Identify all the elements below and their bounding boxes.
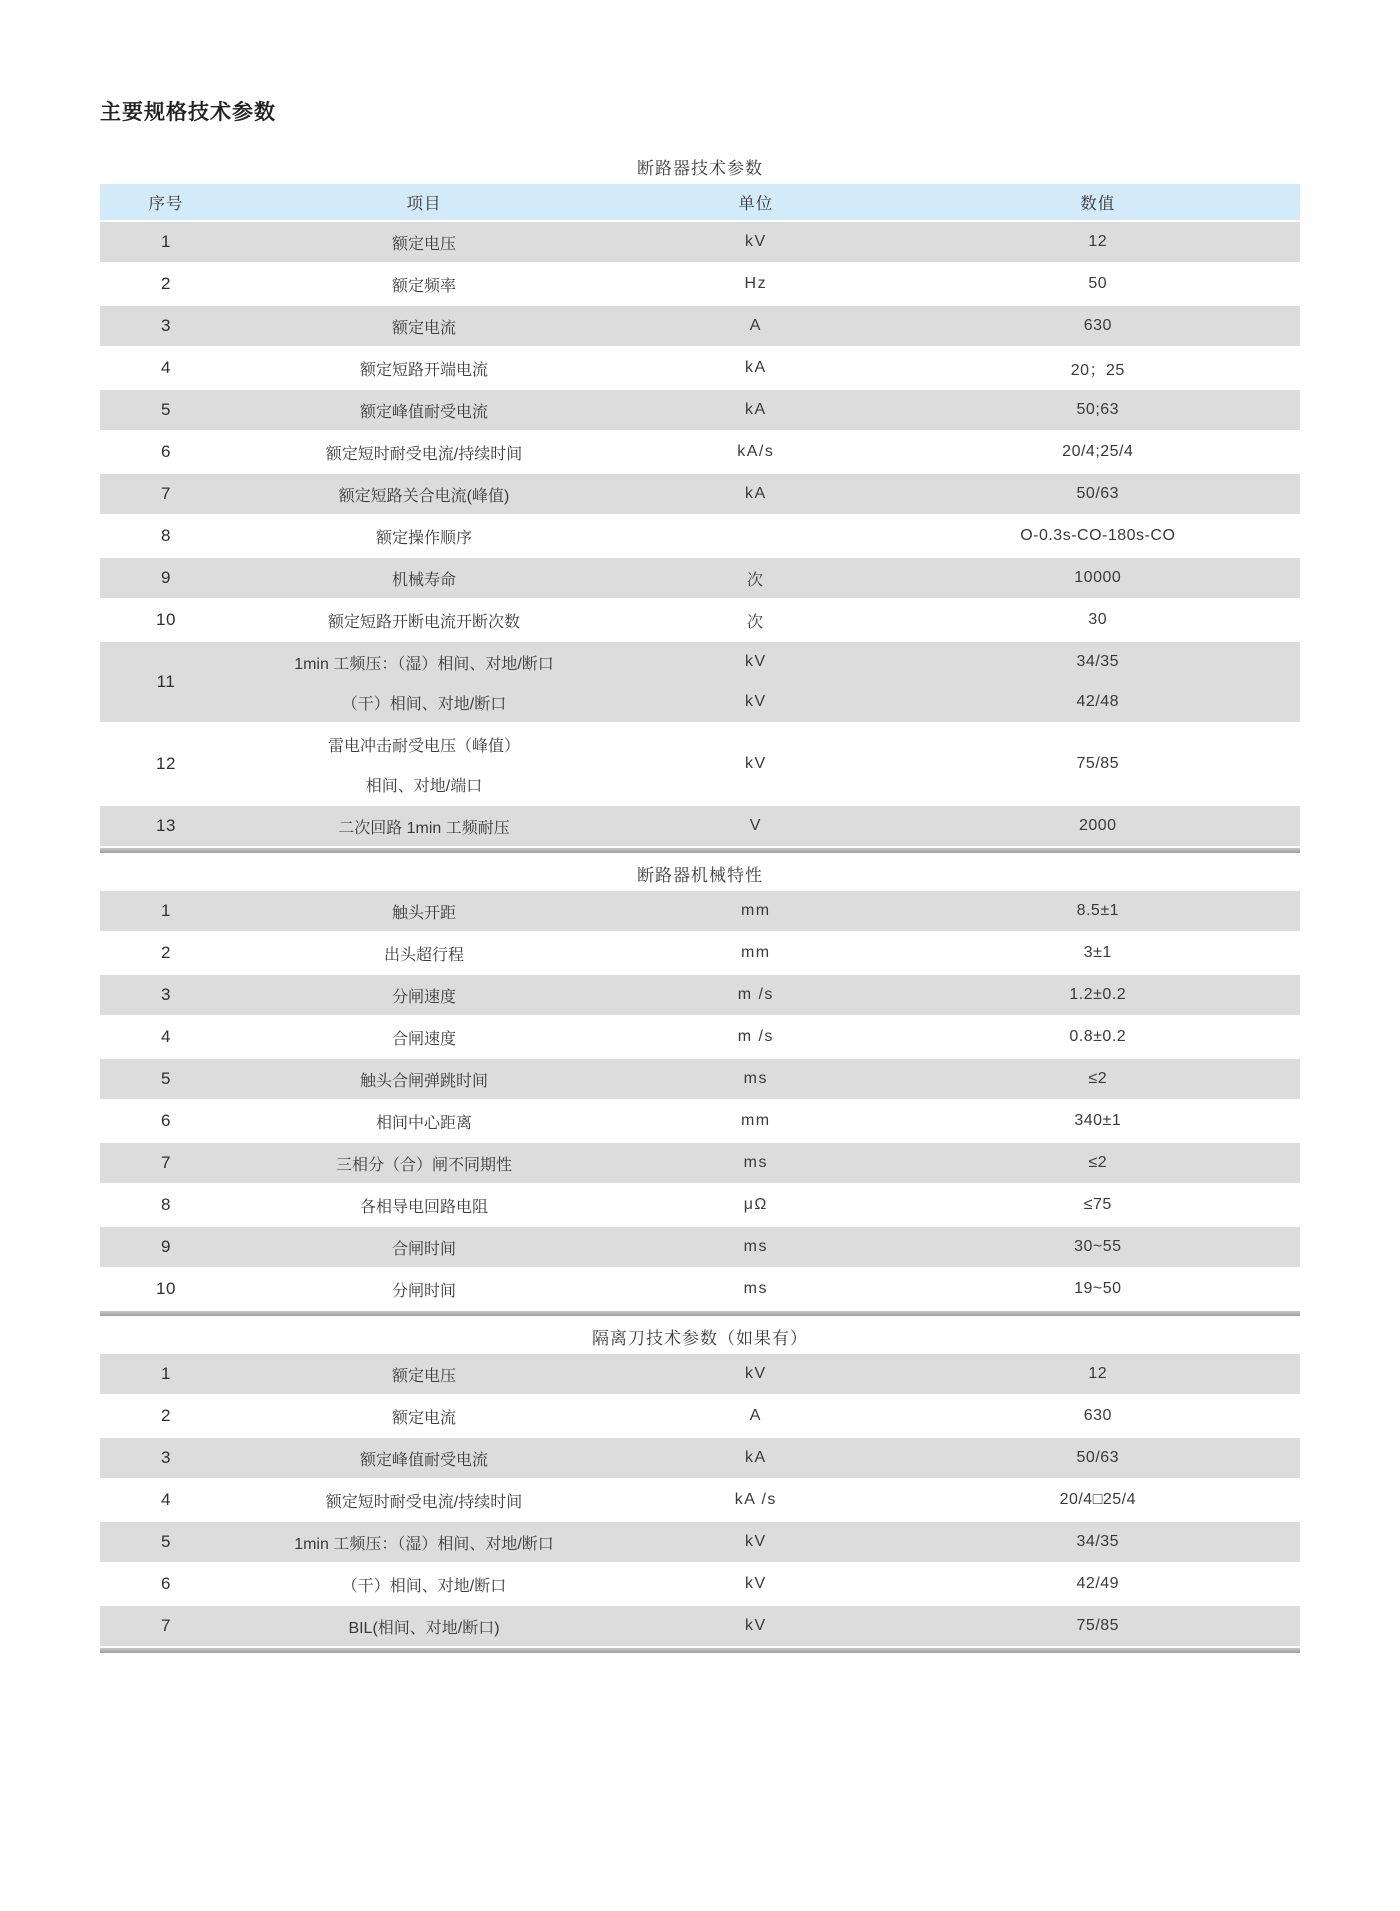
table-row (100, 1185, 1300, 1225)
section-divider (100, 848, 1300, 853)
table-row (100, 558, 1300, 598)
row-number: 3 (161, 1448, 171, 1467)
row-number: 5 (161, 1532, 171, 1551)
unit: m /s (737, 986, 774, 1003)
table-row (100, 432, 1300, 472)
column-header-4: 数值 (1080, 195, 1116, 213)
row-number: 6 (161, 1111, 171, 1130)
column-header-1: 序号 (148, 195, 184, 213)
unit: kV (744, 1617, 767, 1634)
unit: kV (744, 755, 767, 772)
unit: ms (743, 1154, 768, 1171)
value: 10000 (1074, 569, 1122, 586)
row-number: 4 (161, 1027, 171, 1046)
item-name: 触头合闸弹跳时间 (359, 1072, 488, 1090)
table-row (100, 390, 1300, 430)
value: ≤2 (1088, 1070, 1108, 1087)
row-number: 12 (156, 754, 176, 773)
table-row (100, 1606, 1300, 1646)
section-title-3: 隔离刀技术参数（如果有） (592, 1328, 808, 1348)
item-name: 三相分（合）闸不同期性 (335, 1156, 512, 1174)
value: 8.5±1 (1076, 902, 1119, 919)
value: 20/4;25/4 (1062, 443, 1134, 460)
value-line: 34/35 (1076, 653, 1120, 670)
unit: kV (744, 1533, 767, 1550)
table-row (100, 474, 1300, 514)
item-name: 额定峰值耐受电流 (359, 1451, 488, 1469)
item-name: 分闸速度 (391, 988, 456, 1006)
table-header-row (100, 184, 1300, 220)
row-number: 9 (161, 568, 171, 587)
unit: kA (744, 401, 767, 418)
unit: Hz (744, 275, 768, 292)
row-number: 7 (161, 484, 171, 503)
table-row (100, 306, 1300, 346)
item-name: 额定电流 (391, 1409, 456, 1427)
table-row (100, 1480, 1300, 1520)
row-number: 4 (161, 1490, 171, 1509)
table-row (100, 1017, 1300, 1057)
unit: mm (740, 944, 771, 961)
value: 12 (1088, 1365, 1108, 1382)
row-number: 7 (161, 1616, 171, 1635)
column-header-3: 单位 (738, 195, 774, 213)
item-name: 额定电压 (391, 1367, 456, 1385)
unit-line: kV (744, 653, 767, 670)
table-row (100, 806, 1300, 846)
table-row (100, 264, 1300, 304)
item-name-line: 1min 工频压：（湿）相间、对地/断口 (294, 655, 554, 673)
table-row (100, 1522, 1300, 1562)
item-name: 额定短时耐受电流/持续时间 (325, 1493, 523, 1511)
value: 630 (1083, 317, 1112, 334)
row-number: 8 (161, 1195, 171, 1214)
row-number: 7 (161, 1153, 171, 1172)
row-number: 1 (161, 232, 171, 251)
value: 75/85 (1076, 1617, 1120, 1634)
table-row (100, 600, 1300, 640)
item-name (232, 642, 616, 722)
unit: kA (744, 1449, 767, 1466)
table-row (100, 1143, 1300, 1183)
value (896, 642, 1300, 722)
value: 75/85 (1076, 755, 1120, 772)
item-name: 合闸时间 (391, 1240, 456, 1258)
item-name: 各相导电回路电阻 (359, 1198, 488, 1216)
table-row (100, 975, 1300, 1015)
table-row (100, 1354, 1300, 1394)
column-header-2: 项目 (406, 195, 442, 213)
item-name: 二次回路 1min 工频耐压 (338, 819, 510, 837)
unit (616, 642, 896, 722)
row-number: 10 (156, 610, 176, 629)
item-name: （干）相间、对地/断口 (341, 1577, 507, 1595)
row-number: 6 (161, 1574, 171, 1593)
item-name: 出头超行程 (383, 946, 464, 964)
value: ≤75 (1083, 1196, 1112, 1213)
row-number: 2 (161, 943, 171, 962)
section-title-1: 断路器技术参数 (637, 158, 763, 178)
item-name: 额定操作顺序 (375, 529, 472, 547)
item-name: 额定电压 (391, 235, 456, 253)
item-name: 额定峰值耐受电流 (359, 403, 488, 421)
row-number: 10 (156, 1279, 176, 1298)
unit: ms (743, 1070, 768, 1087)
row-number: 3 (161, 316, 171, 335)
value: 30 (1088, 611, 1108, 628)
value: 0.8±0.2 (1069, 1028, 1127, 1045)
value: 3±1 (1083, 944, 1112, 961)
item-name: 额定电流 (391, 319, 456, 337)
unit: m /s (737, 1028, 774, 1045)
table-row (100, 1396, 1300, 1436)
row-number: 5 (161, 1069, 171, 1088)
table-row (100, 1059, 1300, 1099)
value: 12 (1088, 233, 1108, 250)
table-row (100, 1269, 1300, 1309)
value: 340±1 (1074, 1112, 1122, 1129)
table-row (100, 642, 1300, 722)
row-number: 4 (161, 358, 171, 377)
table-row (100, 1564, 1300, 1604)
table-row (100, 1438, 1300, 1478)
unit: kV (744, 1365, 767, 1382)
unit: kA (744, 485, 767, 502)
row-number: 3 (161, 985, 171, 1004)
item-name: 额定短路开端电流 (359, 361, 488, 379)
value: 50/63 (1076, 1449, 1120, 1466)
row-number: 9 (161, 1237, 171, 1256)
unit: mm (740, 902, 771, 919)
section-divider (100, 1648, 1300, 1653)
value: 30~55 (1074, 1238, 1122, 1255)
section-divider (100, 1311, 1300, 1316)
unit: 次 (747, 571, 765, 589)
row-number: 8 (161, 526, 171, 545)
item-name-line: 相间、对地/端口 (365, 777, 483, 795)
unit: A (749, 317, 762, 334)
value: 630 (1083, 1407, 1112, 1424)
value: 50 (1088, 275, 1108, 292)
value: 34/35 (1076, 1533, 1120, 1550)
item-name (232, 724, 616, 804)
value: 2000 (1078, 817, 1117, 834)
value: 20/4□25/4 (1059, 1491, 1137, 1508)
unit: kV (744, 233, 767, 250)
item-name: 分闸时间 (391, 1282, 456, 1300)
item-name: 相间中心距离 (375, 1114, 472, 1132)
table-row (100, 933, 1300, 973)
row-number: 2 (161, 1406, 171, 1425)
unit: ms (743, 1238, 768, 1255)
row-number: 1 (161, 1364, 171, 1383)
row-number: 1 (161, 901, 171, 920)
item-name-line: 雷电冲击耐受电压（峰值） (327, 737, 520, 755)
unit (616, 516, 896, 556)
row-number: 5 (161, 400, 171, 419)
unit: kA (744, 359, 767, 376)
value: ≤2 (1088, 1154, 1108, 1171)
table-row (100, 891, 1300, 931)
value: 19~50 (1074, 1280, 1122, 1297)
table-row (100, 222, 1300, 262)
table-row (100, 724, 1300, 804)
item-name: BIL(相间、对地/断口) (348, 1619, 500, 1637)
table-row (100, 348, 1300, 388)
spec-tables (100, 148, 1300, 1653)
value: 50;63 (1076, 401, 1120, 418)
value: 50/63 (1076, 485, 1120, 502)
item-name: 额定频率 (391, 277, 456, 295)
value: 20；25 (1070, 361, 1125, 379)
value: 42/49 (1076, 1575, 1120, 1592)
unit: kA /s (734, 1491, 777, 1508)
unit: kV (744, 1575, 767, 1592)
value-line: 42/48 (1076, 693, 1120, 710)
unit-line: kV (744, 693, 767, 710)
row-number: 6 (161, 442, 171, 461)
item-name-line: （干）相间、对地/断口 (341, 695, 507, 713)
item-name: 机械寿命 (391, 571, 456, 589)
row-number: 2 (161, 274, 171, 293)
table-row (100, 516, 1300, 556)
table-row (100, 1227, 1300, 1267)
item-name: 额定短时耐受电流/持续时间 (325, 445, 523, 463)
value: 1.2±0.2 (1069, 986, 1127, 1003)
item-name: 额定短路开断电流开断次数 (327, 613, 520, 631)
unit: A (749, 1407, 762, 1424)
item-name: 1min 工频压：（湿）相间、对地/断口 (294, 1535, 554, 1553)
unit: mm (740, 1112, 771, 1129)
item-name: 触头开距 (391, 904, 456, 922)
value: O-0.3s-CO-180s-CO (1020, 527, 1176, 544)
unit: kA/s (737, 443, 775, 460)
unit: ms (743, 1280, 768, 1297)
page-title: 主要规格技术参数 (100, 101, 276, 124)
section-title-2: 断路器机械特性 (637, 865, 763, 885)
item-name: 额定短路关合电流(峰值) (338, 487, 510, 505)
row-number: 13 (156, 816, 176, 835)
unit: μΩ (743, 1196, 768, 1213)
row-number: 11 (156, 672, 176, 691)
table-row (100, 1101, 1300, 1141)
unit: 次 (747, 613, 765, 631)
item-name: 合闸速度 (391, 1030, 456, 1048)
unit: V (749, 817, 762, 834)
